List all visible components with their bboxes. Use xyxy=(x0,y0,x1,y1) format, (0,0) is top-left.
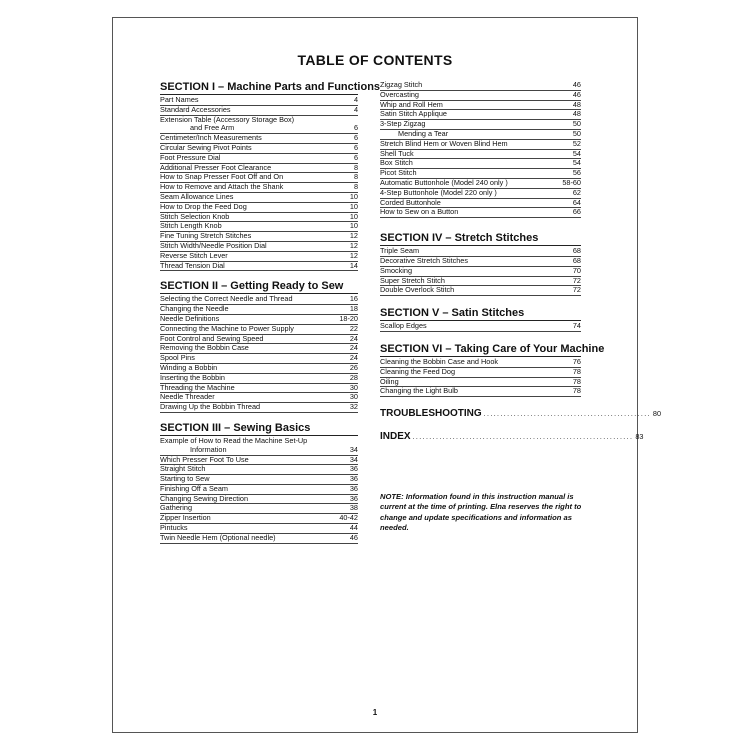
toc-entry-label: Pintucks xyxy=(160,523,188,533)
toc-entry-page: 48 xyxy=(572,109,581,119)
toc-entry-label: Cleaning the Feed Dog xyxy=(380,366,456,376)
toc-entry-page: 34 xyxy=(349,444,358,454)
troubleshooting-entry xyxy=(380,407,662,421)
toc-entry-label: Corded Buttonhole xyxy=(380,197,441,207)
toc-entry-label: Example of How to Read the Machine Set-Up xyxy=(160,435,308,445)
toc-right-column xyxy=(380,80,662,444)
toc-entry-page: 24 xyxy=(349,353,358,363)
toc-entry-label: Extension Table (Accessory Storage Box) xyxy=(160,114,295,124)
toc-entry-page: 52 xyxy=(572,138,581,148)
section-2-title: SECTION II – Getting Ready to Sew xyxy=(160,280,358,294)
toc-entry-label: How to Drop the Feed Dog xyxy=(160,201,247,211)
toc-entry xyxy=(380,387,581,397)
toc-entry-label: Triple Seam xyxy=(380,246,420,256)
toc-entry-page: 10 xyxy=(349,191,358,201)
toc-entry-page: 72 xyxy=(572,285,581,295)
section-6-list xyxy=(380,358,581,397)
toc-entry-page: 10 xyxy=(349,201,358,211)
toc-entry-page: 30 xyxy=(349,382,358,392)
toc-entry-page: 64 xyxy=(572,197,581,207)
troubleshooting-page: 80 xyxy=(652,409,662,419)
toc-entry-page: 6 xyxy=(353,123,358,133)
toc-entry xyxy=(160,514,358,524)
section-4-list xyxy=(380,247,581,296)
disclaimer-note: NOTE: Information found in this instruction manual is current at the time of printing. Elna reserves the right to change and update specifications and information as needed. xyxy=(380,492,582,533)
toc-entry-page: 58-60 xyxy=(562,177,581,187)
toc-entry-page: 36 xyxy=(349,493,358,503)
toc-entry-page: 78 xyxy=(572,386,581,396)
toc-entry-page: 70 xyxy=(572,265,581,275)
toc-entry-label: Foot Control and Sewing Speed xyxy=(160,333,264,343)
toc-entry-page: 38 xyxy=(349,503,358,513)
section-1-title: SECTION I – Machine Parts and Functions xyxy=(160,81,381,93)
toc-entry-label: Super Stretch Stitch xyxy=(380,275,445,285)
toc-left-column xyxy=(160,81,381,544)
toc-entry-label: Box Stitch xyxy=(380,158,413,168)
toc-entry-label: Additional Presser Foot Clearance xyxy=(160,162,272,172)
toc-entry-label: Twin Needle Hem (Optional needle) xyxy=(160,532,276,542)
troubleshooting-label: TROUBLESHOOTING xyxy=(380,408,482,420)
toc-entry-page: 4 xyxy=(353,104,358,114)
toc-entry-label: Double Overlock Stitch xyxy=(380,285,455,295)
toc-entry-page: 46 xyxy=(349,532,358,542)
toc-entry-page: 8 xyxy=(353,182,358,192)
toc-entry-page: 12 xyxy=(349,240,358,250)
toc-entry-label: Stitch Width/Needle Position Dial xyxy=(160,240,267,250)
index-entry xyxy=(380,430,644,444)
toc-entry-page: 68 xyxy=(572,246,581,256)
section-5-title: SECTION V – Satin Stitches xyxy=(380,307,581,321)
document-page xyxy=(112,17,662,733)
toc-entry-page: 8 xyxy=(353,162,358,172)
toc-entry-label: Threading the Machine xyxy=(160,382,235,392)
leader-dots: .................................................................. xyxy=(412,434,634,442)
toc-entry-page: 10 xyxy=(349,211,358,221)
toc-entry-page: 34 xyxy=(349,454,358,464)
toc-entry-page: 50 xyxy=(572,119,581,129)
toc-entry-page: 48 xyxy=(572,99,581,109)
toc-entry xyxy=(160,534,358,544)
toc-entry-label: Satin Stitch Applique xyxy=(380,109,447,119)
toc-entry-label: Starting to Sew xyxy=(160,474,210,484)
toc-entry-label: Fine Tuning Stretch Stitches xyxy=(160,231,252,241)
toc-entry-label: Cleaning the Bobbin Case and Hook xyxy=(380,356,499,366)
section-1-list xyxy=(160,96,358,271)
toc-entry-label: Foot Pressure Dial xyxy=(160,152,221,162)
toc-entry-label: and Free Arm xyxy=(190,123,235,133)
toc-entry-label: Seam Allowance Lines xyxy=(160,191,234,201)
toc-entry xyxy=(380,368,581,378)
toc-entry-page: 40-42 xyxy=(339,513,358,523)
toc-entry-label: 3-Step Zigzag xyxy=(380,119,426,129)
toc-entry-label: Standard Accessories xyxy=(160,104,231,114)
page-title: TABLE OF CONTENTS xyxy=(297,52,453,68)
section-3-continued-list xyxy=(380,81,581,218)
toc-entry-page: 10 xyxy=(349,221,358,231)
toc-entry-label: Which Presser Foot To Use xyxy=(160,454,249,464)
toc-entry-label: Zipper Insertion xyxy=(160,513,211,523)
toc-entry-page: 62 xyxy=(572,187,581,197)
toc-entry-page: 6 xyxy=(353,142,358,152)
toc-entry-page: 12 xyxy=(349,231,358,241)
toc-entry-label: Reverse Stitch Lever xyxy=(160,250,228,260)
toc-entry-label: Information xyxy=(190,444,227,454)
toc-entry-label: Needle Threader xyxy=(160,392,215,402)
toc-entry-label: Overcasting xyxy=(380,89,419,99)
toc-entry-label: Inserting the Bobbin xyxy=(160,372,225,382)
toc-entry-page: 24 xyxy=(349,333,358,343)
toc-entry-page: 36 xyxy=(349,483,358,493)
toc-entry-label: Gathering xyxy=(160,503,193,513)
toc-entry-page: 4 xyxy=(353,95,358,104)
toc-entry-label: Spool Pins xyxy=(160,353,195,363)
toc-entry xyxy=(160,403,358,413)
toc-entry-page: 78 xyxy=(572,366,581,376)
toc-entry-label: Smocking xyxy=(380,265,413,275)
index-label: INDEX xyxy=(380,431,411,443)
toc-entry-page: 6 xyxy=(353,133,358,143)
toc-entry-page: 36 xyxy=(349,474,358,484)
toc-entry-label: Whip and Roll Hem xyxy=(380,99,443,109)
toc-entry-page: 16 xyxy=(349,294,358,304)
toc-entry-page: 28 xyxy=(349,372,358,382)
section-6-title: SECTION VI – Taking Care of Your Machine xyxy=(380,342,605,355)
toc-entry-label: Zigzag Stitch xyxy=(380,80,423,89)
toc-entry-label: Selecting the Correct Needle and Thread xyxy=(160,294,293,304)
toc-entry-page: 36 xyxy=(349,464,358,474)
toc-entry-page: 68 xyxy=(572,255,581,265)
toc-entry-label: Shell Tuck xyxy=(380,148,414,158)
toc-entry-label: Stretch Blind Hem or Woven Blind Hem xyxy=(380,138,508,148)
toc-entry-label: Mending a Tear xyxy=(398,128,449,138)
toc-entry-page: 30 xyxy=(349,392,358,402)
section-3-list xyxy=(160,437,358,544)
toc-entry-page: 22 xyxy=(349,323,358,333)
toc-entry-label: Finishing Off a Seam xyxy=(160,483,229,493)
toc-entry-page: 44 xyxy=(349,523,358,533)
leader-dots: .................................................. xyxy=(483,411,651,419)
toc-entry-label: How to Snap Presser Foot Off and On xyxy=(160,172,284,182)
toc-entry-page: 6 xyxy=(353,152,358,162)
toc-entry-label: 4-Step Buttonhole (Model 220 only ) xyxy=(380,187,497,197)
toc-entry-page: 50 xyxy=(572,128,581,138)
toc-entry-page: 78 xyxy=(572,376,581,386)
toc-entry-page: 12 xyxy=(349,250,358,260)
toc-entry-page: 56 xyxy=(572,168,581,178)
toc-entry-page: 14 xyxy=(349,260,358,270)
toc-entry xyxy=(380,208,581,218)
toc-entry-label: Oiling xyxy=(380,376,399,386)
section-5-list xyxy=(380,322,581,332)
toc-entry-label: Part Names xyxy=(160,95,199,104)
toc-entry-page: 26 xyxy=(349,362,358,372)
toc-entry-label: Drawing Up the Bobbin Thread xyxy=(160,402,261,412)
toc-entry-label: Circular Sewing Pivot Points xyxy=(160,142,252,152)
toc-entry-label: Scallop Edges xyxy=(380,321,427,331)
toc-entry-label: How to Remove and Attach the Shank xyxy=(160,182,284,192)
toc-entry xyxy=(380,322,581,332)
toc-entry xyxy=(380,286,581,296)
toc-entry-page: 74 xyxy=(572,321,581,331)
toc-entry-label: Changing Sewing Direction xyxy=(160,493,249,503)
toc-entry-label: How to Sew on a Button xyxy=(380,207,459,217)
toc-entry-page: 24 xyxy=(349,343,358,353)
toc-entry-label: Stitch Length Knob xyxy=(160,221,222,231)
toc-entry-page: 54 xyxy=(572,158,581,168)
toc-entry-label: Stitch Selection Knob xyxy=(160,211,230,221)
index-page: 83 xyxy=(635,432,644,442)
toc-entry-label: Needle Definitions xyxy=(160,313,220,323)
toc-entry-page: 46 xyxy=(572,89,581,99)
toc-entry-page: 76 xyxy=(572,356,581,366)
toc-entry-label: Winding a Bobbin xyxy=(160,362,218,372)
toc-entry-page: 18-20 xyxy=(339,313,358,323)
toc-entry-label: Automatic Buttonhole (Model 240 only ) xyxy=(380,177,508,187)
toc-entry-page: 8 xyxy=(353,172,358,182)
section-4-title: SECTION IV – Stretch Stitches xyxy=(380,232,581,246)
toc-entry xyxy=(160,262,358,272)
toc-entry-label: Straight Stitch xyxy=(160,464,206,474)
toc-entry-label: Thread Tension Dial xyxy=(160,260,225,270)
toc-entry-page: 72 xyxy=(572,275,581,285)
toc-entry-page: 54 xyxy=(572,148,581,158)
toc-entry-label: Decorative Stretch Stitches xyxy=(380,255,469,265)
section-3-title: SECTION III – Sewing Basics xyxy=(160,422,358,436)
toc-entry-label: Connecting the Machine to Power Supply xyxy=(160,323,294,333)
section-2-list xyxy=(160,295,358,413)
toc-entry-label: Changing the Light Bulb xyxy=(380,386,458,396)
toc-entry-label: Centimeter/Inch Measurements xyxy=(160,133,262,143)
page-number: 1 xyxy=(372,708,378,717)
toc-entry-label: Changing the Needle xyxy=(160,304,229,314)
toc-entry-label: Removing the Bobbin Case xyxy=(160,343,249,353)
toc-entry-label: Picot Stitch xyxy=(380,168,417,178)
toc-entry-page: 46 xyxy=(572,80,581,89)
toc-entry-page: 66 xyxy=(572,207,581,217)
toc-entry-page: 18 xyxy=(349,304,358,314)
toc-entry-page: 32 xyxy=(349,402,358,412)
